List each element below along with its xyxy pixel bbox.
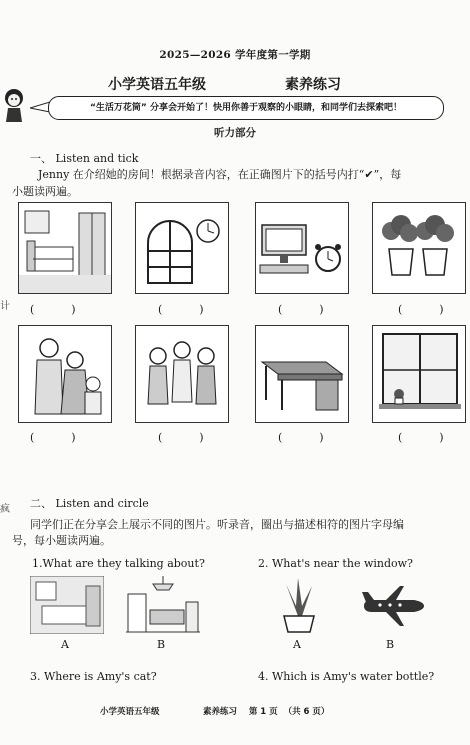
mascot-icon bbox=[0, 86, 28, 126]
option-2b-label[interactable]: B bbox=[386, 638, 395, 651]
section1-instruction-line2: 小题读两遍。 bbox=[12, 185, 78, 198]
picture-bedroom bbox=[18, 202, 112, 294]
question-4: 4. Which is Amy's water bottle? bbox=[258, 670, 435, 683]
answer-paren-3[interactable]: ( ) bbox=[278, 303, 325, 316]
footer-page-info: 素养练习 第 1 页 （共 6 页） bbox=[203, 707, 330, 717]
margin-mark-1: 计 bbox=[0, 301, 10, 312]
section2-instruction-line1: 同学们正在分享会上展示不同的图片。听录音，圈出与描述相符的图片字母编 bbox=[30, 518, 404, 531]
answer-paren-7[interactable]: ( ) bbox=[278, 431, 325, 444]
picture-window-clock bbox=[135, 202, 229, 294]
listening-part-title: 听力部分 bbox=[214, 127, 256, 139]
section1-title: 一、 Listen and tick bbox=[30, 152, 139, 165]
question-2: 2. What's near the window? bbox=[258, 557, 413, 570]
picture-plants bbox=[372, 202, 466, 294]
answer-paren-6[interactable]: ( ) bbox=[158, 431, 205, 444]
picture-desk bbox=[255, 325, 349, 423]
option-2a-plant-image[interactable] bbox=[276, 576, 322, 634]
school-year-title: 2025—2026 学年度第一学期 bbox=[159, 49, 311, 61]
practice-title: 素养练习 bbox=[285, 77, 341, 93]
section2-instruction-line2: 号，每小题读两遍。 bbox=[12, 534, 111, 547]
option-1a-bedroom-image[interactable] bbox=[30, 576, 104, 634]
picture-children bbox=[135, 325, 229, 423]
section1-instruction-line1: Jenny 在介绍她的房间！根据录音内容，在正确图片下的括号内打“✔”，每 bbox=[38, 168, 402, 181]
option-1b-living-room-image[interactable] bbox=[126, 576, 200, 634]
question-3: 3. Where is Amy's cat? bbox=[30, 670, 157, 683]
speech-bubble-tail bbox=[30, 100, 50, 114]
picture-computer-alarm bbox=[255, 202, 349, 294]
answer-paren-8[interactable]: ( ) bbox=[398, 431, 445, 444]
grade-title: 小学英语五年级 bbox=[108, 77, 206, 93]
picture-family bbox=[18, 325, 112, 423]
picture-window-plant bbox=[372, 325, 466, 423]
margin-mark-2: 疯 bbox=[0, 504, 10, 515]
answer-paren-2[interactable]: ( ) bbox=[158, 303, 205, 316]
section2-title: 二、 Listen and circle bbox=[30, 497, 149, 510]
option-1a-label[interactable]: A bbox=[61, 638, 69, 651]
option-1b-label[interactable]: B bbox=[157, 638, 166, 651]
answer-paren-5[interactable]: ( ) bbox=[30, 431, 77, 444]
footer-grade: 小学英语五年级 bbox=[100, 707, 160, 717]
answer-paren-1[interactable]: ( ) bbox=[30, 303, 77, 316]
question-1: 1.What are they talking about? bbox=[32, 557, 205, 570]
option-2a-label[interactable]: A bbox=[293, 638, 301, 651]
intro-banner: “生活万花筒” 分享会开始了！快用你善于观察的小眼睛，和同学们去探索吧！ bbox=[48, 96, 444, 120]
answer-paren-4[interactable]: ( ) bbox=[398, 303, 445, 316]
option-2b-plane-image[interactable] bbox=[360, 584, 426, 628]
